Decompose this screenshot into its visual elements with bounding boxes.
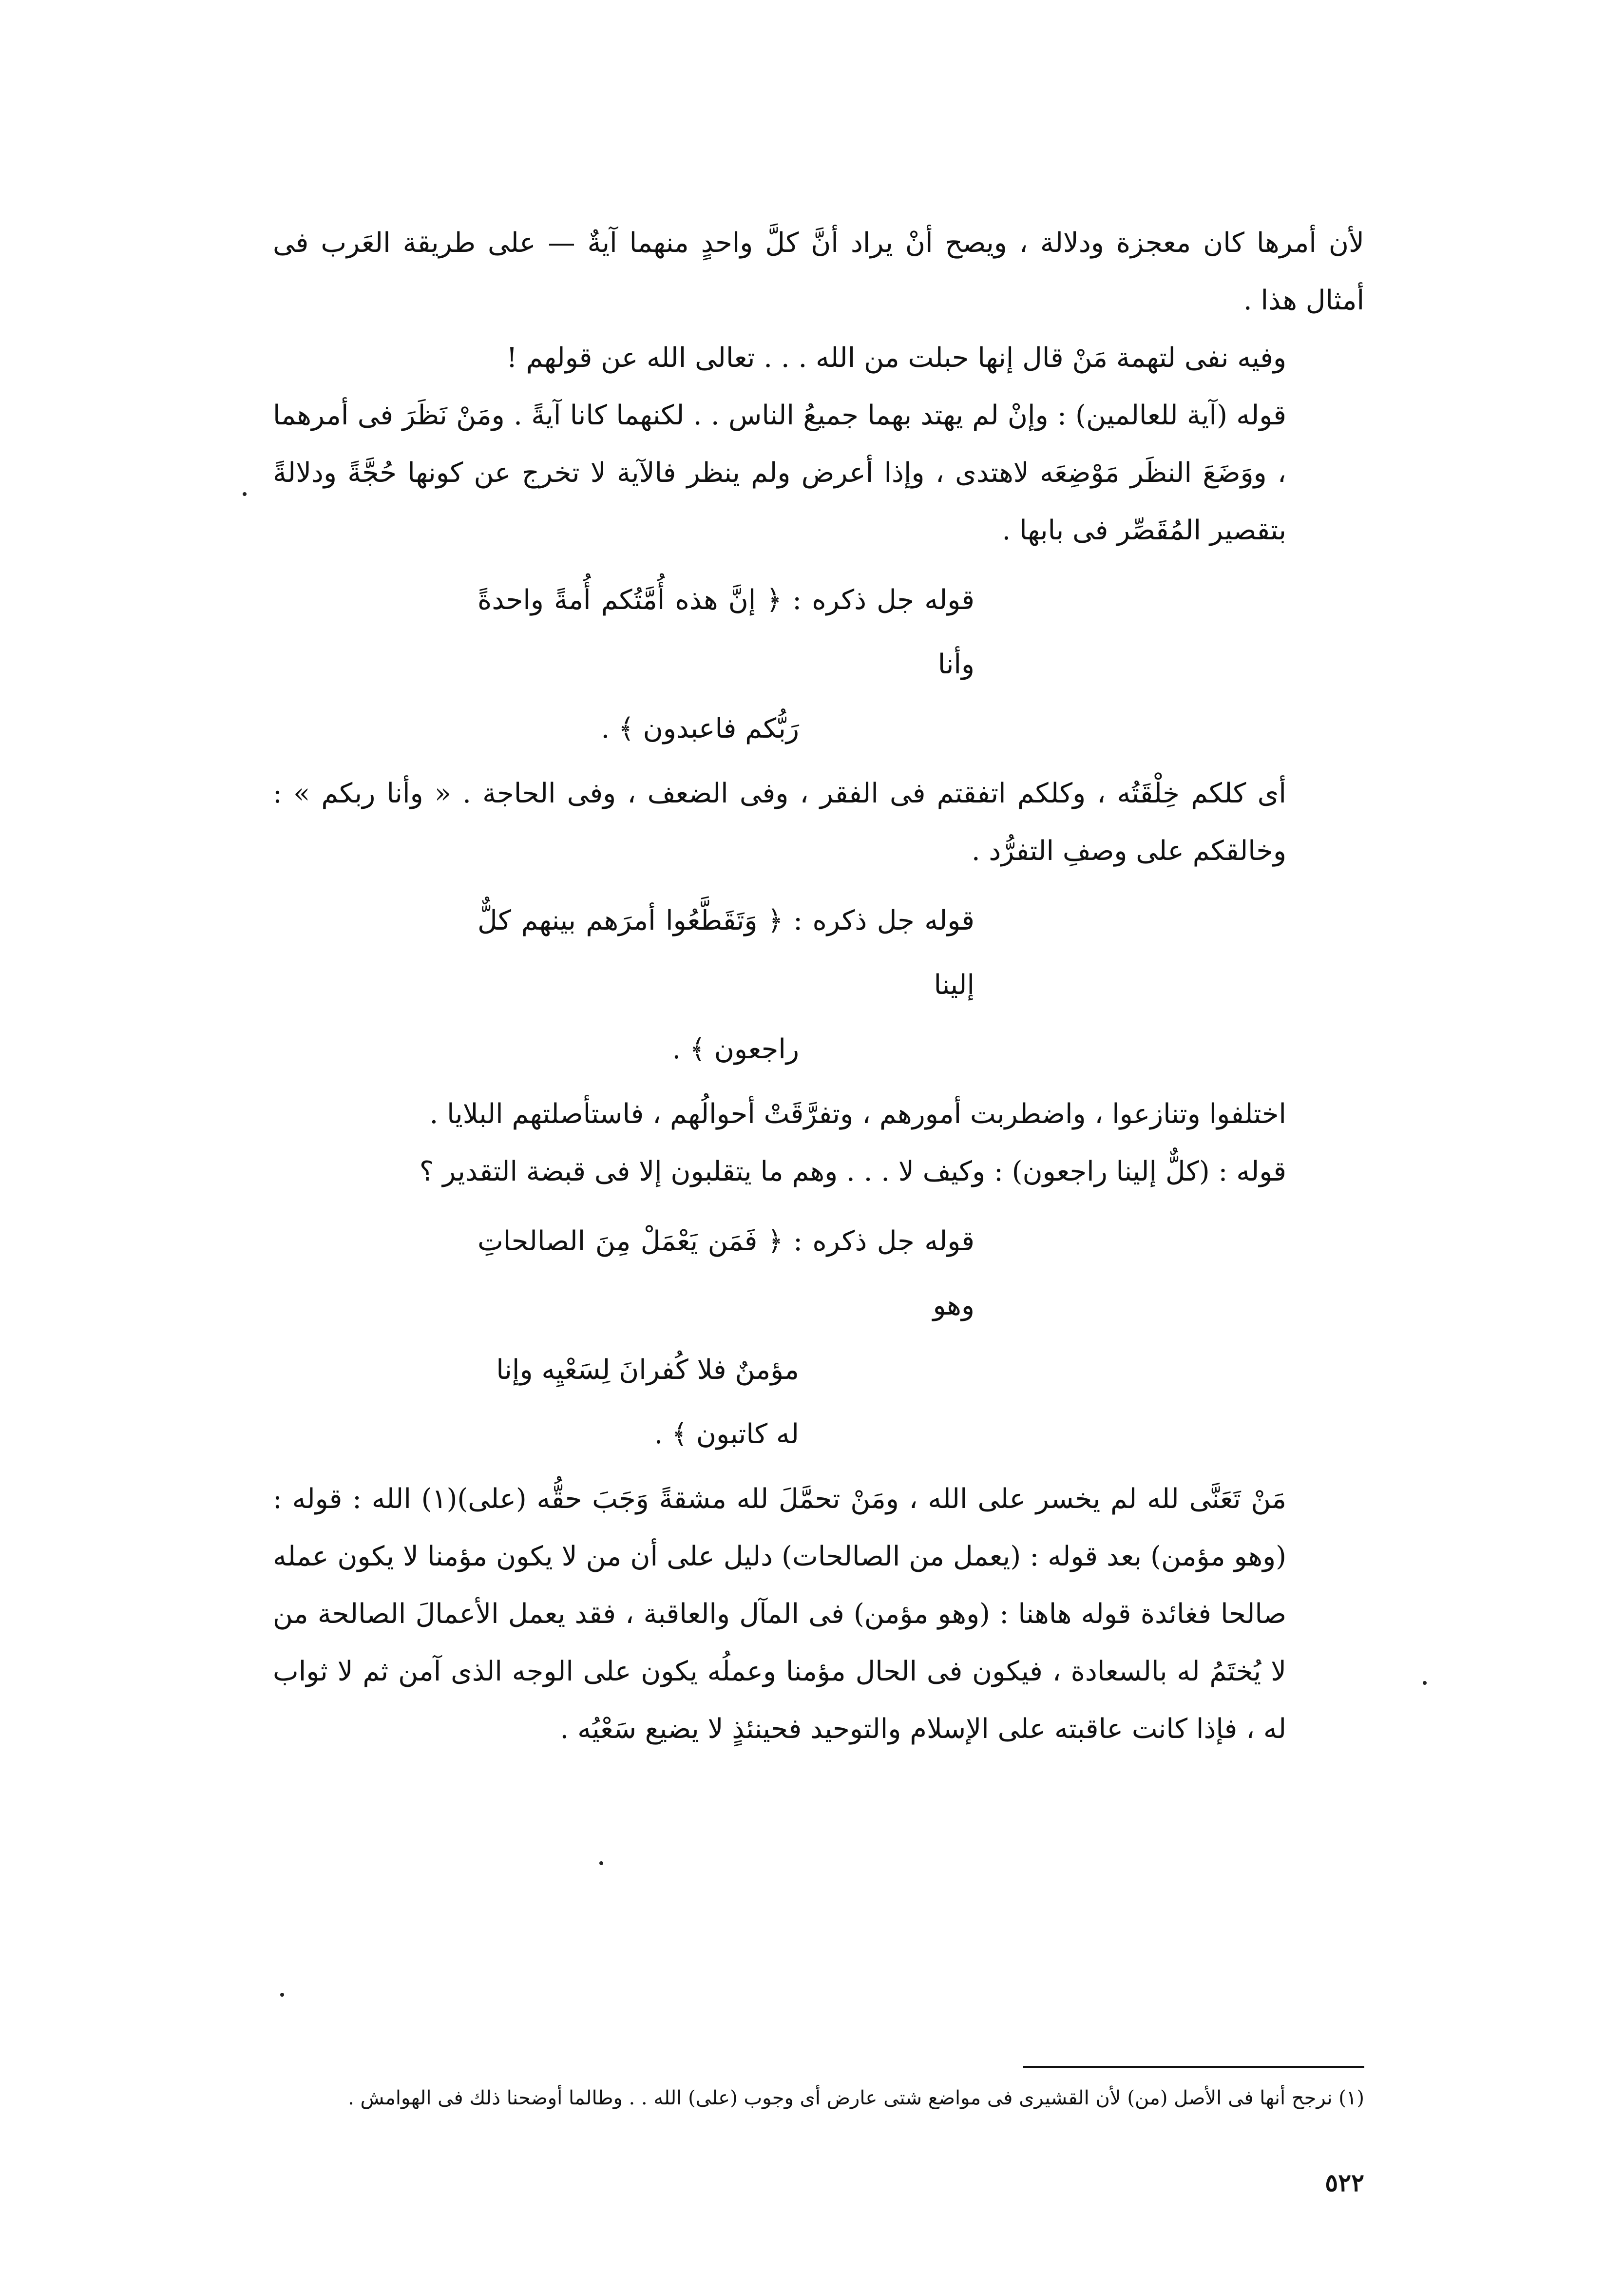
body-paragraph: قوله (آية للعالمين) : وإنْ لم يهتد بهما جميعُ الناس . . لكنهما كانا آيةً . ومَنْ نَظَرَ فى أمرهما ، ووَضَعَ النظَر مَوْضِعَه لاهتدى ، وإذا أعرض ولم ينظر فالآية لا تخرج عن كونها حُجَّةً ودلالةً بتقصير المُقَصِّر فى بابها .	[273, 400, 1286, 546]
verse-continuation: رَبُّكم فاعبدون ﴾ .	[601, 713, 799, 745]
footnote-divider	[1023, 2066, 1364, 2068]
scan-speck	[243, 492, 247, 496]
verse-continuation: راجعون ﴾ .	[672, 1033, 799, 1065]
footnote: (١) نرجح أنها فى الأصل (من) لأن القشيرى فى مواضع شتى عارض أى وجوب (على) الله . . وطالما أوضحنا ذلك فى الهوامش .	[348, 2087, 1364, 2109]
scan-speck	[599, 1861, 603, 1865]
scan-speck	[1423, 1681, 1427, 1685]
verse-continuation: له كاتبون ﴾ .	[654, 1418, 799, 1450]
quran-verse-block	[273, 889, 1364, 1082]
body-paragraph: لأن أمرها كان معجزة ودلالة ، ويصح أنْ يراد أنَّ كلَّ واحدٍ منهما آيةٌ — على طريقة العَرب فى أمثال هذا .	[273, 227, 1364, 316]
body-paragraph: مَنْ تَعَنَّى لله لم يخسر على الله ، ومَنْ تحمَّلَ لله مشقةً وَجَبَ حقُّه (على)(١) الله : قوله : (وهو مؤمن) بعد قوله : (يعمل من الصالحات) دليل على أن من لا يكون مؤمنا لا يكون عمله صالحا فغائدة قوله هاهنا : (وهو مؤمن) فى المآل والعاقبة ، فقد يعمل الأعمالَ الصالحة من لا يُختَمُ له بالسعادة ، فيكون فى الحال مؤمنا وعملُه يكون على الوجه الذى آمن ثم لا ثواب له ، فإذا كانت عاقبته على الإسلام والتوحيد فحينئذٍ لا يضيع سَعْيُه .	[273, 1483, 1287, 1745]
quran-verse-block	[273, 1209, 1364, 1467]
page-number: ٥٢٢	[1325, 2168, 1364, 2197]
body-paragraph: أى كلكم خِلْقَتُه ، وكلكم اتفقتم فى الفقر ، وفى الضعف ، وفى الحاجة . « وأنا ربكم » : وخالقكم على وصفِ التفرُّد .	[273, 778, 1286, 867]
body-paragraph: قوله : (كلٌّ إلينا راجعون) : وكيف لا . . . وهم ما يتقلبون إلا فى قبضة التقدير ؟	[419, 1156, 1286, 1187]
verse-intro: قوله جل ذكره : ﴿ وَتَقَطَّعُوا أمرَهم بينهم كلٌّ إلينا	[478, 905, 974, 1001]
scan-speck	[280, 1993, 284, 1997]
verse-intro: قوله جل ذكره : ﴿ إنَّ هذه أُمَّتُكم أُمةً واحدةً وأنا	[478, 584, 974, 680]
body-paragraph: اختلفوا وتنازعوا ، واضطربت أمورهم ، وتفرَّقَتْ أحوالُهم ، فاستأصلتهم البلايا .	[429, 1098, 1286, 1130]
book-page	[273, 214, 1364, 2197]
verse-line: مؤمنٌ فلا كُفرانَ لِسَعْيِه وإنا	[496, 1354, 799, 1386]
body-paragraph: وفيه نفى لتهمة مَنْ قال إنها حبلت من الله . . . تعالى الله عن قولهم !	[506, 342, 1286, 374]
verse-intro: قوله جل ذكره : ﴿ فَمَن يَعْمَلْ مِنَ الصالحاتِ وهو	[478, 1225, 974, 1321]
quran-verse-block	[273, 568, 1364, 761]
